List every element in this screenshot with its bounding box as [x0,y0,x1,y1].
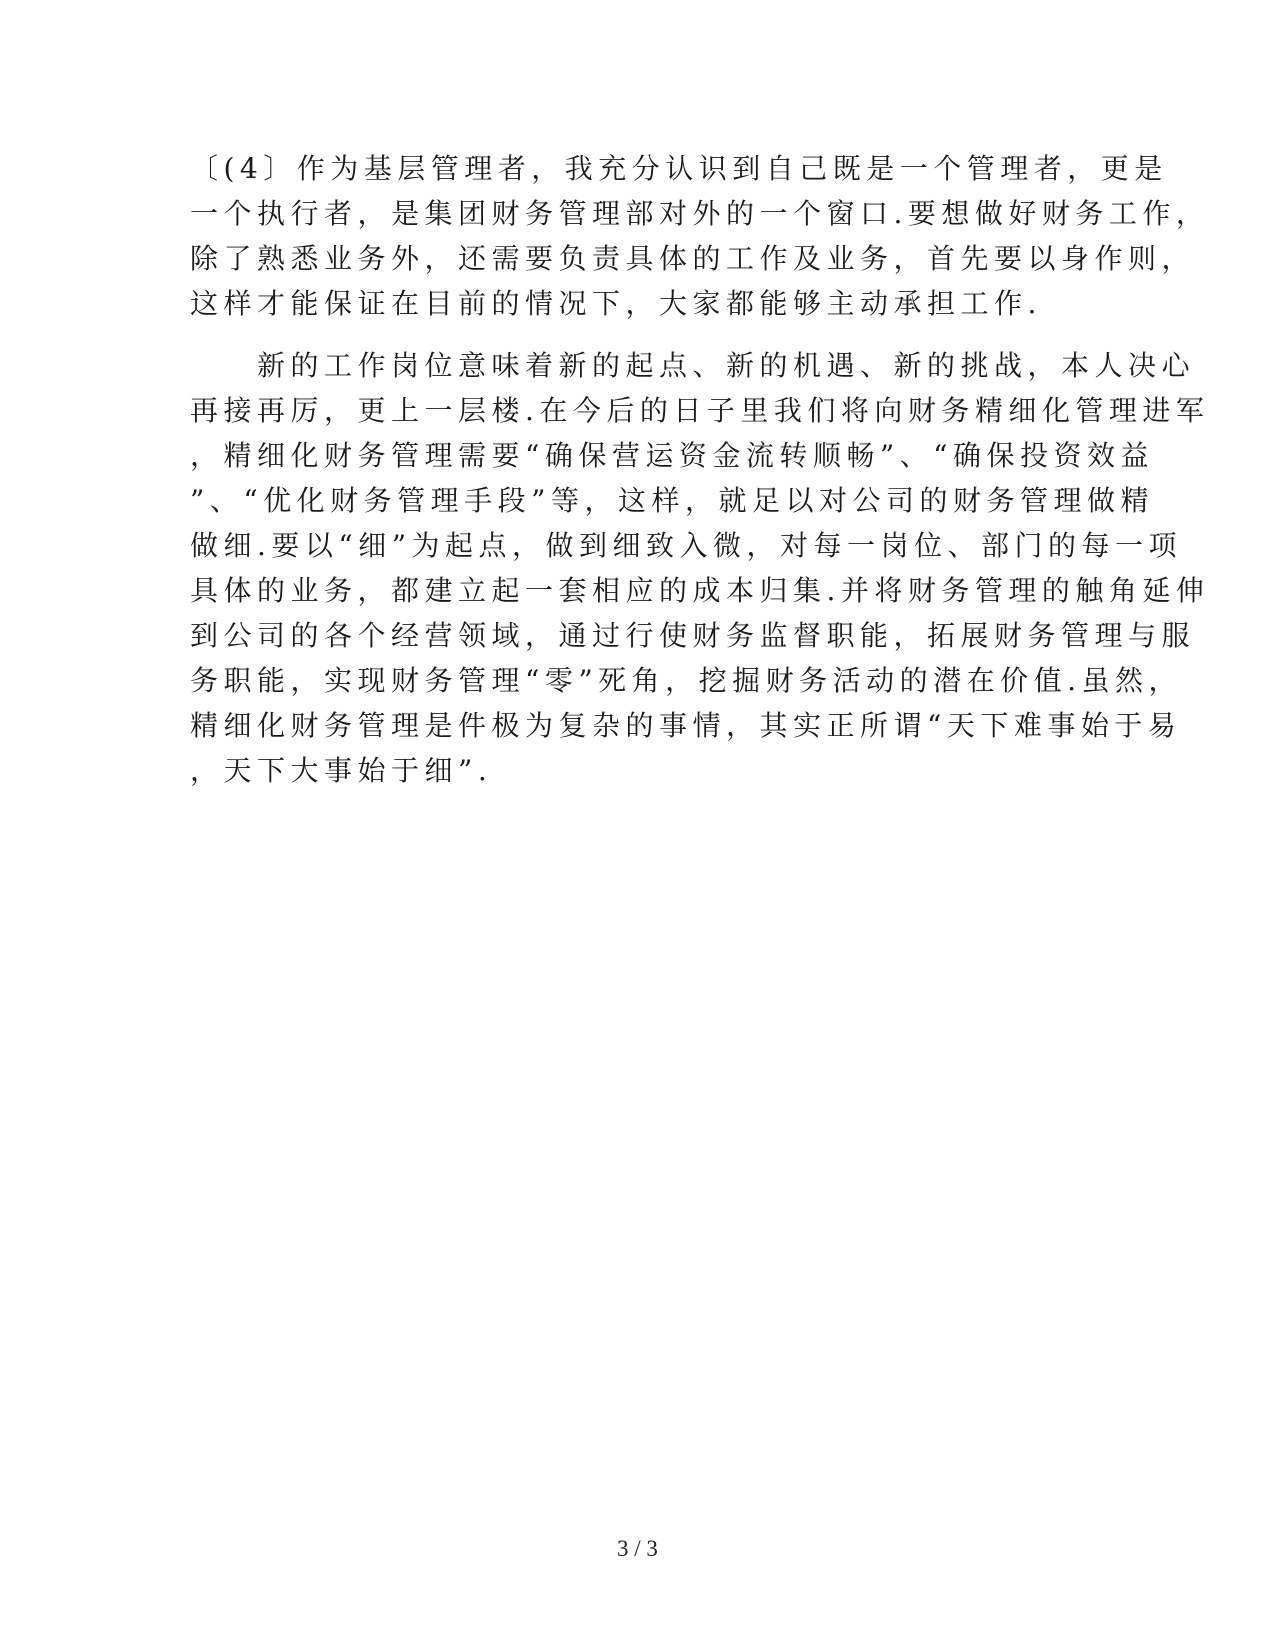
text-line: 再接再厉，更上一层楼.在今后的日子里我们将向财务精细化管理进军 [190,394,1210,427]
text-line: ，精细化财务管理需要“确保营运资金流转顺畅”、“确保投资效益 [190,439,1154,472]
paragraph-spacer [190,326,1090,343]
text-line: 到公司的各个经营领域，通过行使财务监督职能，拓展财务管理与服 [190,619,1196,652]
text-line: 务职能，实现财务管理“零”死角，挖掘财务活动的潜在价值.虽然， [190,664,1183,697]
paragraph-point-4 [190,146,1210,326]
text-line: 做细.要以“细”为起点，做到细致入微，对每一岗位、部门的每一项 [190,529,1183,562]
text-line: 精细化财务管理是件极为复杂的事情，其实正所谓“天下难事始于易 [190,709,1182,742]
text-line: 具体的业务，都建立起一套相应的成本归集.并将财务管理的触角延伸 [190,574,1210,607]
text-line: 〔(4〕作为基层管理者，我充分认识到自己既是一个管理者，更是 [190,152,1168,185]
text-line: 新的工作岗位意味着新的起点、新的机遇、新的挑战，本人决心 [190,349,1196,382]
text-line: 这样才能保证在目前的情况下，大家都能够主动承担工作. [190,287,1042,320]
text-line: 一个执行者，是集团财务管理部对外的一个窗口.要想做好财务工作， [190,197,1210,230]
paragraph-conclusion [190,343,1210,793]
text-line: 除了熟悉业务外，还需要负责具体的工作及业务，首先要以身作则， [190,242,1196,275]
page-number: 3 / 3 [617,1536,658,1561]
text-line: ”、“优化财务管理手段”等，这样，就足以对公司的财务管理做精 [190,484,1154,517]
body-text [190,146,1210,793]
text-line: ，天下大事始于细”. [190,754,493,787]
